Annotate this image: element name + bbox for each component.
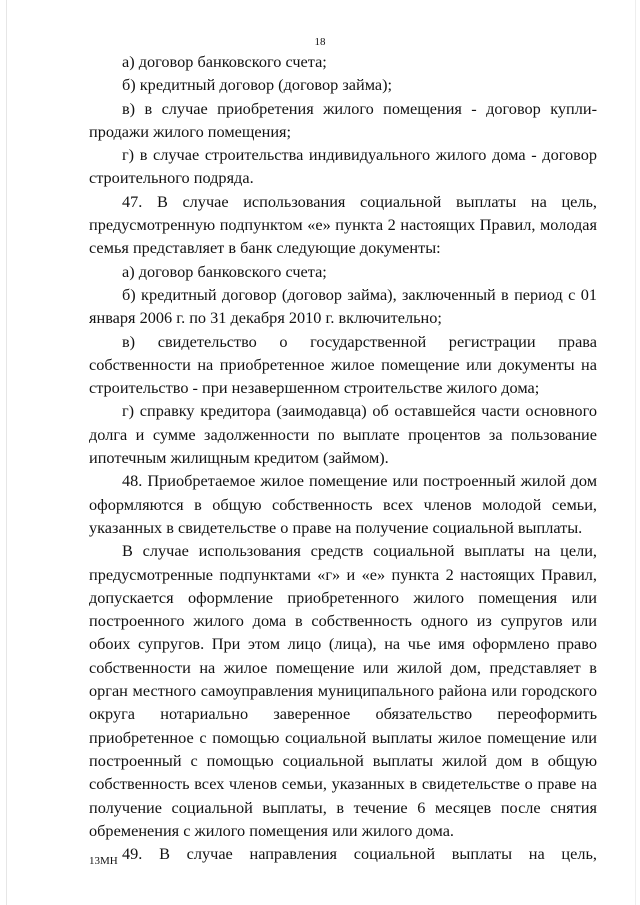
paragraph-47-a: а) договор банковского счета; xyxy=(122,261,327,281)
footer-code: 13МН xyxy=(89,855,118,867)
paragraph-47-g: г) справку кредитора (заимодавца) об оставшейся части основного долга и сумме задолженности по выплате процентов за пользование ипотечным жилищным кредитом (займом). xyxy=(89,401,597,468)
page-number: 18 xyxy=(314,36,326,48)
paragraph-47: 47. В случае использования социальной выплаты на цель, предусмотренную подпунктом «е» пункта 2 настоящих Правил, молодая семья представляет в банк следующие документы: xyxy=(89,191,597,258)
paragraph-b-credit-agreement: б) кредитный договор (договор займа); xyxy=(122,75,393,95)
scan-edge-left xyxy=(6,0,7,905)
paragraph-48-cont: В случае использования средств социальной выплаты на цели, предусмотренные подпунктами «г» и «е» пункта 2 настоящих Правил, допускается оформление приобретенного жилого помещения или построенного жилого дома в собственность одного из супругов или обоих супругов. При этом лицо (лица), на чье имя оформлено право собственности на жилое помещение или жилой дом, представляет в орган местного самоуправления муниципального района или городского округа нотариально заверенное обязательство переоформить приобретенное с помощью социальной выплаты жилое помещение или построенный с помощью социальной выплаты жилой дом в общую собственность всех членов семьи, указанных в свидетельстве о праве на получение социальной выплаты, в течение 6 месяцев после снятия обременения с жилого помещения или жилого дома. xyxy=(89,541,597,840)
paragraph-g-construction-contract: г) в случае строительства индивидуального жилого дома - договор строительного подряда. xyxy=(89,145,597,188)
paragraph-47-v: в) свидетельство о государственной регистрации права собственности на приобретенное жилое помещение или документы на строительство - при незавершенном строительстве жилого дома; xyxy=(89,331,597,398)
document-body xyxy=(89,50,597,865)
paragraph-v-purchase-contract: в) в случае приобретения жилого помещения - договор купли-продажи жилого помещения; xyxy=(89,98,597,141)
paragraph-a-bank-account: а) договор банковского счета; xyxy=(122,52,327,71)
scan-edge-right xyxy=(635,0,636,905)
paragraph-49: 49. В случае направления социальной выплаты на цель, xyxy=(122,844,597,864)
paragraph-48: 48. Приобретаемое жилое помещение или построенный жилой дом оформляются в общую собственность всех членов молодой семьи, указанных в свидетельстве о праве на получение социальной выплаты. xyxy=(89,471,597,537)
paragraph-47-b: б) кредитный договор (договор займа), заключенный в период с 01 января 2006 г. по 31 декабря 2010 г. включительно; xyxy=(89,284,597,328)
